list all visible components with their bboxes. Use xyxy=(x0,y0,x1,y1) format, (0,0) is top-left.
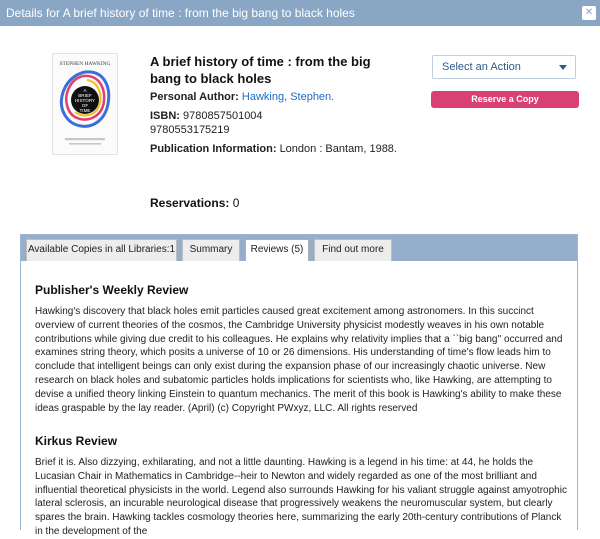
publication-label: Publication Information: xyxy=(150,143,277,155)
cover-author: STEPHEN HAWKING xyxy=(59,61,111,67)
cover-title-line-0: A xyxy=(83,88,87,93)
tab-reviews[interactable]: Reviews (5) xyxy=(245,239,309,261)
review-text-publishers-weekly: Hawking's discovery that black holes emit particles caused great excitement among astronomers. In this succinct overview of current theories of the cosmos, the Cambridge University physicist modestly weaves in his own notable contributions while giving due credit to his colleagues. He explains why relativity implies that a ``big bang'' occurred and examines string theory, which posits a universe of 10 or 26 dimensions. His understanding of time's flow leads him to conclude that intelligent beings can only exist during the expansion phase of our increasingly chaotic universe. New research on black holes and subatomic particles holds implications for scientists who, like Hawking, are attempting to devise a unified theory linking Einstein to quantum mechanics. The merit of this book is Hawking's ability to make these ideas graspable by the lay reader. (April) (c) Copyright PWxyz, LLC. All rights reserved xyxy=(35,306,563,414)
personal-author-row xyxy=(150,91,334,103)
review-heading-publishers-weekly: Publisher's Weekly Review xyxy=(35,283,189,297)
reservations-row xyxy=(150,196,239,210)
select-action-dropdown[interactable] xyxy=(432,55,576,79)
publication-row xyxy=(150,143,397,155)
cover-text-band xyxy=(65,138,105,140)
tabs-strip xyxy=(21,235,577,261)
chevron-down-icon xyxy=(559,65,567,70)
reservations-count: 0 xyxy=(232,196,240,210)
cover-text-band-2 xyxy=(69,143,101,145)
details-title-bar xyxy=(0,0,600,26)
tab-find-out-more[interactable]: Find out more xyxy=(314,239,392,261)
reservations-label: Reservations: xyxy=(150,196,230,210)
close-icon[interactable]: ✕ xyxy=(582,6,596,20)
isbn-row xyxy=(150,110,263,122)
select-action-label: Select an Action xyxy=(442,61,521,73)
review-heading-kirkus: Kirkus Review xyxy=(35,434,118,448)
review-text-kirkus: Brief it is. Also dizzying, exhilarating, and not a little daunting. Hawking is a legend in his time: at 44, he holds the Lucasian Chair in Mathematics in Cambridge--heir to Newton and widely regarded as one of the most brilliant and influential theoretical physicists in the world. Legend also surrounds Hawking for his valiant struggle against amyotrophic lateral sclerosis, an incurable neurological disease that progressively weakens the neuromuscular system, but clearly spares the brain. Hawking tackles cosmology theories here, summarizing the early 20th-century contributions of Planck in the development of the xyxy=(35,457,567,537)
personal-author-link[interactable]: Hawking, Stephen. xyxy=(241,91,335,103)
window-title: Details for A brief history of time : from the big bang to black holes xyxy=(6,6,355,20)
cover-title-line-1: BRIEF xyxy=(78,93,92,98)
book-cover-image xyxy=(52,53,118,155)
tab-available-copies[interactable]: Available Copies in all Libraries:1 xyxy=(26,239,177,261)
publication-value: London : Bantam, 1988. xyxy=(279,143,397,155)
cover-title-line-3: OF xyxy=(81,103,89,108)
cover-art xyxy=(53,54,117,154)
personal-author-label: Personal Author: xyxy=(150,91,239,103)
isbn-value-2: 9780553175219 xyxy=(150,124,230,136)
details-tabs-panel xyxy=(20,234,578,537)
cover-title-line-2: HISTORY xyxy=(74,98,96,103)
isbn-value-1: 9780857501004 xyxy=(183,110,263,122)
tab-summary[interactable]: Summary xyxy=(182,239,240,261)
book-title: A brief history of time : from the big bang to black holes xyxy=(150,54,371,86)
cover-title-line-4: TIME xyxy=(79,108,91,113)
reserve-copy-button[interactable]: Reserve a Copy xyxy=(431,91,579,108)
isbn-label: ISBN: xyxy=(150,110,180,122)
